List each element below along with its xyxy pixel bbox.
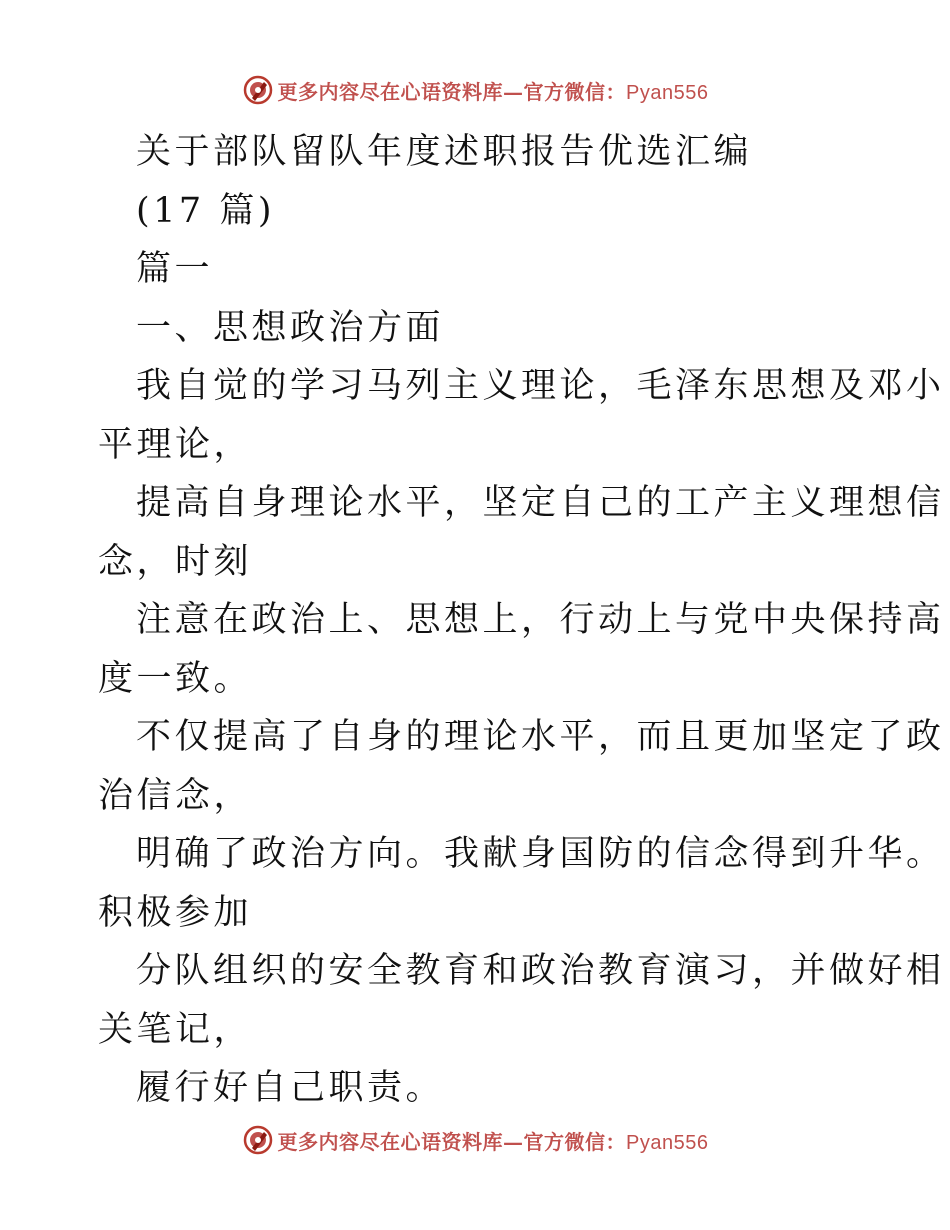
watermark-footer	[0, 1120, 950, 1160]
text-line: 提高自身理论水平，坚定自己的工产主义理想信	[136, 483, 945, 523]
text-line: 履行好自己职责。	[136, 1068, 445, 1108]
text-line: 念，时刻	[98, 541, 253, 582]
watermark-text: 更多内容尽在心语资料库—官方微信：Pyan556	[277, 79, 709, 104]
text-line: 关笔记，	[98, 1009, 253, 1050]
text-line: 平理论，	[98, 424, 253, 465]
text-line: 明确了政治方向。我献身国防的信念得到升华。	[136, 834, 945, 874]
text-line: 一、思想政治方面	[136, 307, 445, 348]
text-line: 度一致。	[98, 658, 253, 699]
watermark-header	[0, 70, 950, 110]
pen-logo-icon	[242, 74, 274, 106]
text-line: 关于部队留队年度述职报告优选汇编	[136, 132, 753, 172]
text-line: 积极参加	[98, 892, 253, 933]
text-line: 我自觉的学习马列主义理论，毛泽东思想及邓小	[136, 366, 945, 406]
text-line: 篇一	[136, 249, 214, 289]
text-line: 分队组织的安全教育和政治教育演习，并做好相	[136, 951, 945, 991]
pen-logo-icon	[242, 1124, 274, 1156]
text-line: (17 篇)	[136, 190, 275, 231]
text-line: 注意在政治上、思想上，行动上与党中央保持高	[136, 600, 945, 640]
text-line: 治信念，	[98, 775, 253, 816]
watermark-text: 更多内容尽在心语资料库—官方微信：Pyan556	[277, 1129, 709, 1154]
text-line: 不仅提高了自身的理论水平，而且更加坚定了政	[136, 717, 945, 757]
document-body	[98, 123, 945, 1118]
